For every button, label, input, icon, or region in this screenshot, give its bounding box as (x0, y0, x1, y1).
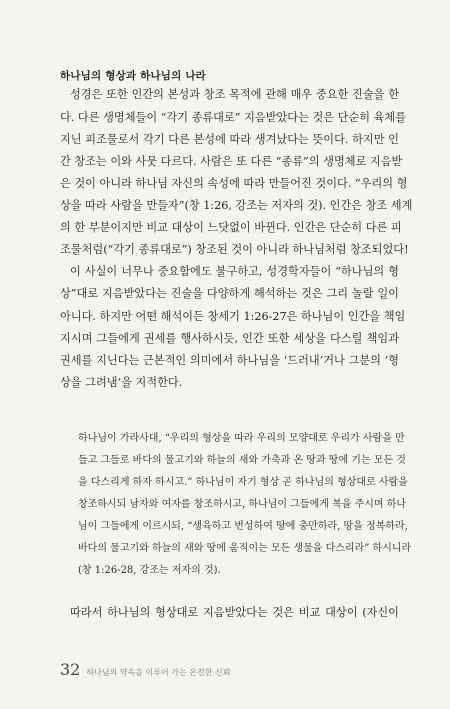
quote-line: 바다의 물고기와 하늘의 새와 땅에 움직이는 모든 생물을 다스리라” 하시니라 (78, 543, 412, 554)
paragraph-line: 권세를 지닌다는 근본적인 의미에서 하나님을 ‘드러내’거나 그분의 ‘형 (60, 354, 399, 367)
paragraph-line: 지시며 그들에게 권세를 행사하시듯, 인간 또한 세상을 다스릴 책임과 (60, 332, 399, 345)
page-number: 32 (60, 660, 81, 679)
paragraph-line: 지닌 피조물로서 각기 다른 본성에 따라 생겨났다는 뜻이다. 하지만 인 (60, 133, 399, 146)
quote-line: 들고 그들로 바다의 물고기와 하늘의 새와 가축과 온 땅과 땅에 기는 모든 것 (78, 455, 406, 466)
paragraph-line: 은 것이 아니라 하나님 자신의 속성에 따라 만들어진 것이다. “우리의 형 (60, 177, 408, 190)
paragraph-line: 성경은 또한 인간의 본성과 창조 목적에 관해 매우 중요한 진술을 한 (70, 88, 399, 101)
quote-line: (창 1:26-28, 강조는 저자의 것). (78, 565, 221, 576)
quote-line: 하나님이 가라사대, “우리의 형상을 따라 우리의 모양대로 우리가 사람을 만 (78, 433, 405, 444)
book-title: 하나님의 약속을 이루어 가는 온전한 신뢰 (86, 668, 231, 677)
quote-line: 창조하시되 남자와 여자를 창조하시고, 하나님이 그들에게 복을 주시며 하나 (78, 499, 407, 510)
paragraph-line: 의 한 부분이지만 비교 대상이 느닷없이 바뀐다. 인간은 단순히 다른 피 (60, 221, 402, 234)
paragraph-line: 다. 다른 생명체들이 “각기 종류대로” 지음받았다는 것은 단순히 육체를 (60, 111, 407, 124)
paragraph-line: 상”대로 지음받았다는 진술을 다양하게 해석하는 것은 그리 놀랄 일이 (60, 287, 399, 300)
paragraph-line: 상을 그려냄’을 지적한다. (60, 376, 183, 389)
paragraph-line: 조물처럼(“각기 종류대로”) 창조된 것이 아니라 하나님처럼 창조되었다! (60, 243, 409, 256)
quote-line: 님이 그들에게 이르시되, “생육하고 번성하여 땅에 충만하라, 땅을 정복하라, (78, 521, 408, 532)
quote-line: 을 다스리게 하자 하시고.” 하나님이 자기 형상 곧 하나님의 형상대로 사람을 (78, 477, 408, 488)
paragraph-line: 따라서 하나님의 형상대로 지음받았다는 것은 비교 대상이 (자신이 (70, 606, 399, 619)
paragraph-line: 아니다. 하지만 어떤 해석이든 창세기 1:26-27은 하나님이 인간을 책임 (60, 310, 406, 323)
paragraph-line: 이 사실이 너무나 중요함에도 불구하고, 성경학자들이 “하나님의 형 (70, 265, 399, 278)
section-heading: 하나님의 형상과 하나님의 나라 (60, 70, 207, 82)
page-footer (60, 660, 230, 679)
paragraph-line: 상을 따라 사람을 만들자”(창 1:26, 강조는 저자의 것). 인간은 창조 세계 (60, 199, 413, 212)
paragraph-line: 간 창조는 이와 사뭇 다르다. 사람은 또 다른 “종류”의 생명체로 지음받 (60, 155, 403, 168)
